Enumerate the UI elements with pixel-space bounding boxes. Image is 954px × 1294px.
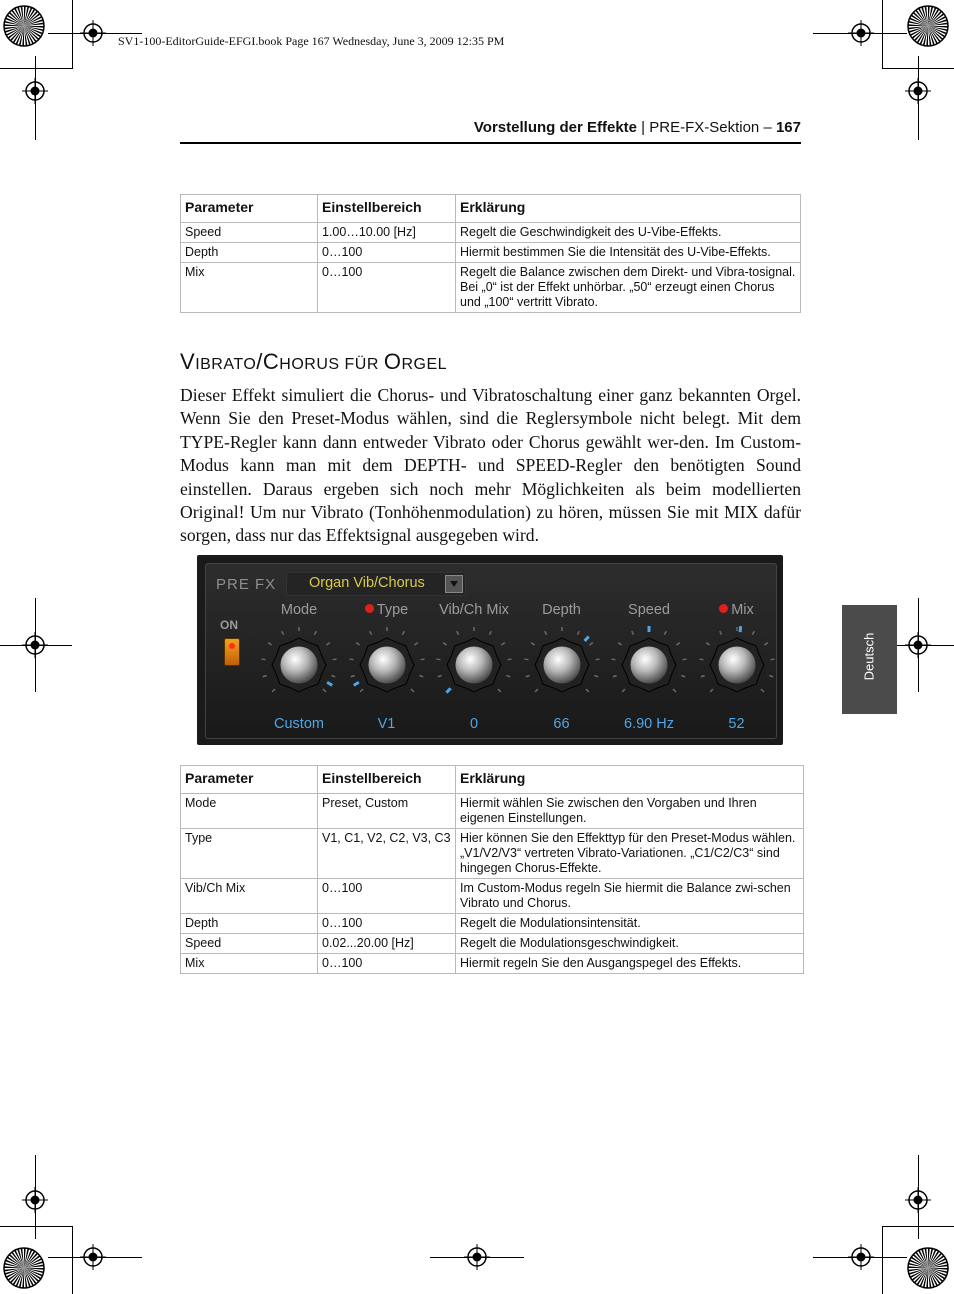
starburst-mark-icon: [2, 1246, 46, 1290]
running-head-chapter: Vorstellung der Effekte: [473, 119, 637, 136]
knob-value: 66: [553, 716, 570, 732]
knob-label-text: Mode: [280, 602, 318, 618]
knob-value: 52: [728, 716, 745, 732]
table-cell: 0…100: [318, 263, 456, 313]
table-row: [181, 243, 801, 263]
knob-label: [606, 602, 692, 618]
section-title: [180, 349, 447, 375]
knob-label: [431, 602, 517, 618]
table-cell: Regelt die Balance zwischen dem Direkt- und Vibra-tosignal. Bei „0“ ist der Effekt unhörbar. „50“ erzeugt einen Chorus und „100“ vertritt Vibrato.: [456, 263, 801, 313]
knob-depth[interactable]: [519, 602, 605, 732]
knob-mix[interactable]: [694, 602, 780, 732]
knob-dial-icon[interactable]: [431, 622, 517, 708]
starburst-mark-icon: [906, 1246, 950, 1290]
page-number: 167: [775, 119, 801, 136]
knob-dial-icon[interactable]: [606, 622, 692, 708]
table-cell: 0…100: [318, 243, 456, 263]
knob-mode[interactable]: [256, 602, 342, 732]
column-header: Erklärung: [456, 195, 801, 223]
title-smallcaps: IBRATO: [195, 356, 257, 373]
knob-value: V1: [377, 716, 396, 732]
table-cell: V1, C1, V2, C2, V3, C3: [318, 829, 456, 879]
table-header-row: [181, 195, 801, 223]
registration-mark-icon: [848, 20, 874, 46]
starburst-mark-icon: [2, 4, 46, 48]
table-row: [181, 829, 804, 879]
column-header: Parameter: [181, 766, 318, 794]
preset-name: Organ Vib/Chorus: [309, 575, 425, 591]
table-cell: Vib/Ch Mix: [181, 879, 318, 914]
knob-value: 0: [469, 716, 479, 732]
table-row: [181, 223, 801, 243]
table-cell: Mix: [181, 263, 318, 313]
knob-vib-ch-mix[interactable]: [431, 602, 517, 732]
table-cell: Hier können Sie den Effekttyp für den Preset-Modus wählen. „V1/V2/V3“ vertreten Vibrato-Variationen. „C1/C2/C3“ sind hingegen Chorus-Effekte.: [456, 829, 804, 879]
title-initial: O: [383, 349, 402, 374]
table-cell: Hiermit regeln Sie den Ausgangspegel des Effekts.: [456, 954, 804, 974]
preset-selector[interactable]: [286, 572, 466, 596]
knob-label-text: Speed: [628, 602, 670, 618]
column-header: Erklärung: [456, 766, 804, 794]
registration-mark-icon: [22, 632, 48, 658]
table-cell: 0…100: [318, 914, 456, 934]
table-row: [181, 879, 804, 914]
print-header: SV1-100-EditorGuide-EFGI.book Page 167 Wednesday, June 3, 2009 12:35 PM: [118, 34, 505, 48]
on-label: ON: [220, 618, 238, 632]
table-cell: Regelt die Geschwindigkeit des U-Vibe-Effekts.: [456, 223, 801, 243]
table-cell: Regelt die Modulationsintensität.: [456, 914, 804, 934]
table-row: [181, 794, 804, 829]
table-cell: Depth: [181, 914, 318, 934]
knob-label-text: Mix: [731, 602, 754, 618]
table-cell: Hiermit wählen Sie zwischen den Vorgaben und Ihren eigenen Einstellungen.: [456, 794, 804, 829]
knob-dial-icon[interactable]: [519, 622, 605, 708]
knob-dial-icon[interactable]: [344, 622, 430, 708]
table-header-row: [181, 766, 804, 794]
knob-label-text: Type: [376, 602, 409, 618]
table-cell: Speed: [181, 223, 318, 243]
knob-label-text: Vib/Ch Mix: [439, 602, 509, 618]
knob-value: 6.90 Hz: [624, 716, 674, 732]
led-indicator-icon: [719, 604, 728, 613]
column-header: Einstellbereich: [318, 766, 456, 794]
table-cell: Im Custom-Modus regeln Sie hiermit die Balance zwi-schen Vibrato und Chorus.: [456, 879, 804, 914]
on-switch[interactable]: [224, 638, 240, 666]
knob-label: [694, 602, 780, 618]
knob-dial-icon[interactable]: [694, 622, 780, 708]
starburst-mark-icon: [906, 4, 950, 48]
knob-value: Custom: [274, 716, 324, 732]
registration-mark-icon: [22, 1187, 48, 1213]
table-cell: Speed: [181, 934, 318, 954]
title-slash: /: [256, 349, 263, 374]
running-head: [474, 119, 801, 136]
title-initial: V: [180, 349, 196, 374]
running-head-dash: –: [759, 119, 776, 136]
title-smallcaps: HORUS FÜR: [279, 356, 384, 373]
registration-mark-icon: [905, 1187, 931, 1213]
prefx-label: PRE FX: [216, 576, 277, 593]
registration-mark-icon: [22, 78, 48, 104]
table-row: [181, 934, 804, 954]
table-cell: Mode: [181, 794, 318, 829]
table-cell: Preset, Custom: [318, 794, 456, 829]
registration-mark-icon: [80, 1244, 106, 1270]
table-cell: Depth: [181, 243, 318, 263]
language-tab-label: Deutsch: [861, 632, 877, 681]
table-cell: 0…100: [318, 879, 456, 914]
knob-label-text: Depth: [542, 602, 581, 618]
table-cell: Hiermit bestimmen Sie die Intensität des U-Vibe-Effekts.: [456, 243, 801, 263]
knob-dial-icon[interactable]: [256, 622, 342, 708]
registration-mark-icon: [464, 1244, 490, 1270]
parameter-table-organ: [180, 765, 804, 974]
knob-label: [344, 602, 430, 618]
knob-type[interactable]: [344, 602, 430, 732]
table-row: [181, 914, 804, 934]
registration-mark-icon: [80, 20, 106, 46]
knob-speed[interactable]: [606, 602, 692, 732]
parameter-table-uvibe: [180, 194, 801, 313]
table-cell: Regelt die Modulationsgeschwindigkeit.: [456, 934, 804, 954]
body-paragraph: Dieser Effekt simuliert die Chorus- und Vibratoschaltung einer ganz bekannten Orgel. Wenn Sie den Preset-Modus wählen, sind die Reglersymbole nicht belegt. Mit dem TYPE-Regler kann dann entweder Vibrato oder Chorus gewählt wer-den. Im Custom-Modus kann man mit dem DEPTH- und SPEED-Regler den benötigten Sound einstellen. Daraus ergeben sich noch mehr Möglichkeiten als beim modellierten Original! Um nur Vibrato (Tonhöhenmodulation) zu hören, müssen Sie mit MIX dafür sorgen, dass nur das Effektsignal ausgegeben wird.: [180, 385, 801, 546]
column-header: Parameter: [181, 195, 318, 223]
knob-label: [519, 602, 605, 618]
title-initial: C: [262, 349, 280, 374]
prefx-panel: [197, 555, 783, 745]
language-tab: [842, 605, 897, 714]
table-cell: Type: [181, 829, 318, 879]
knob-label: [256, 602, 342, 618]
registration-mark-icon: [905, 78, 931, 104]
registration-mark-icon: [848, 1244, 874, 1270]
table-row: [181, 954, 804, 974]
table-cell: 1.00…10.00 [Hz]: [318, 223, 456, 243]
led-indicator-icon: [365, 604, 374, 613]
table-cell: Mix: [181, 954, 318, 974]
registration-mark-icon: [905, 632, 931, 658]
table-cell: 0…100: [318, 954, 456, 974]
header-rule: [180, 142, 801, 144]
prefx-panel-inner: [205, 563, 777, 739]
table-cell: 0.02...20.00 [Hz]: [318, 934, 456, 954]
table-row: [181, 263, 801, 313]
dropdown-arrow-icon[interactable]: [445, 575, 463, 593]
column-header: Einstellbereich: [318, 195, 456, 223]
running-head-section: PRE-FX-Sektion: [649, 119, 760, 136]
running-head-separator: |: [637, 119, 650, 136]
title-smallcaps: RGEL: [401, 356, 448, 373]
